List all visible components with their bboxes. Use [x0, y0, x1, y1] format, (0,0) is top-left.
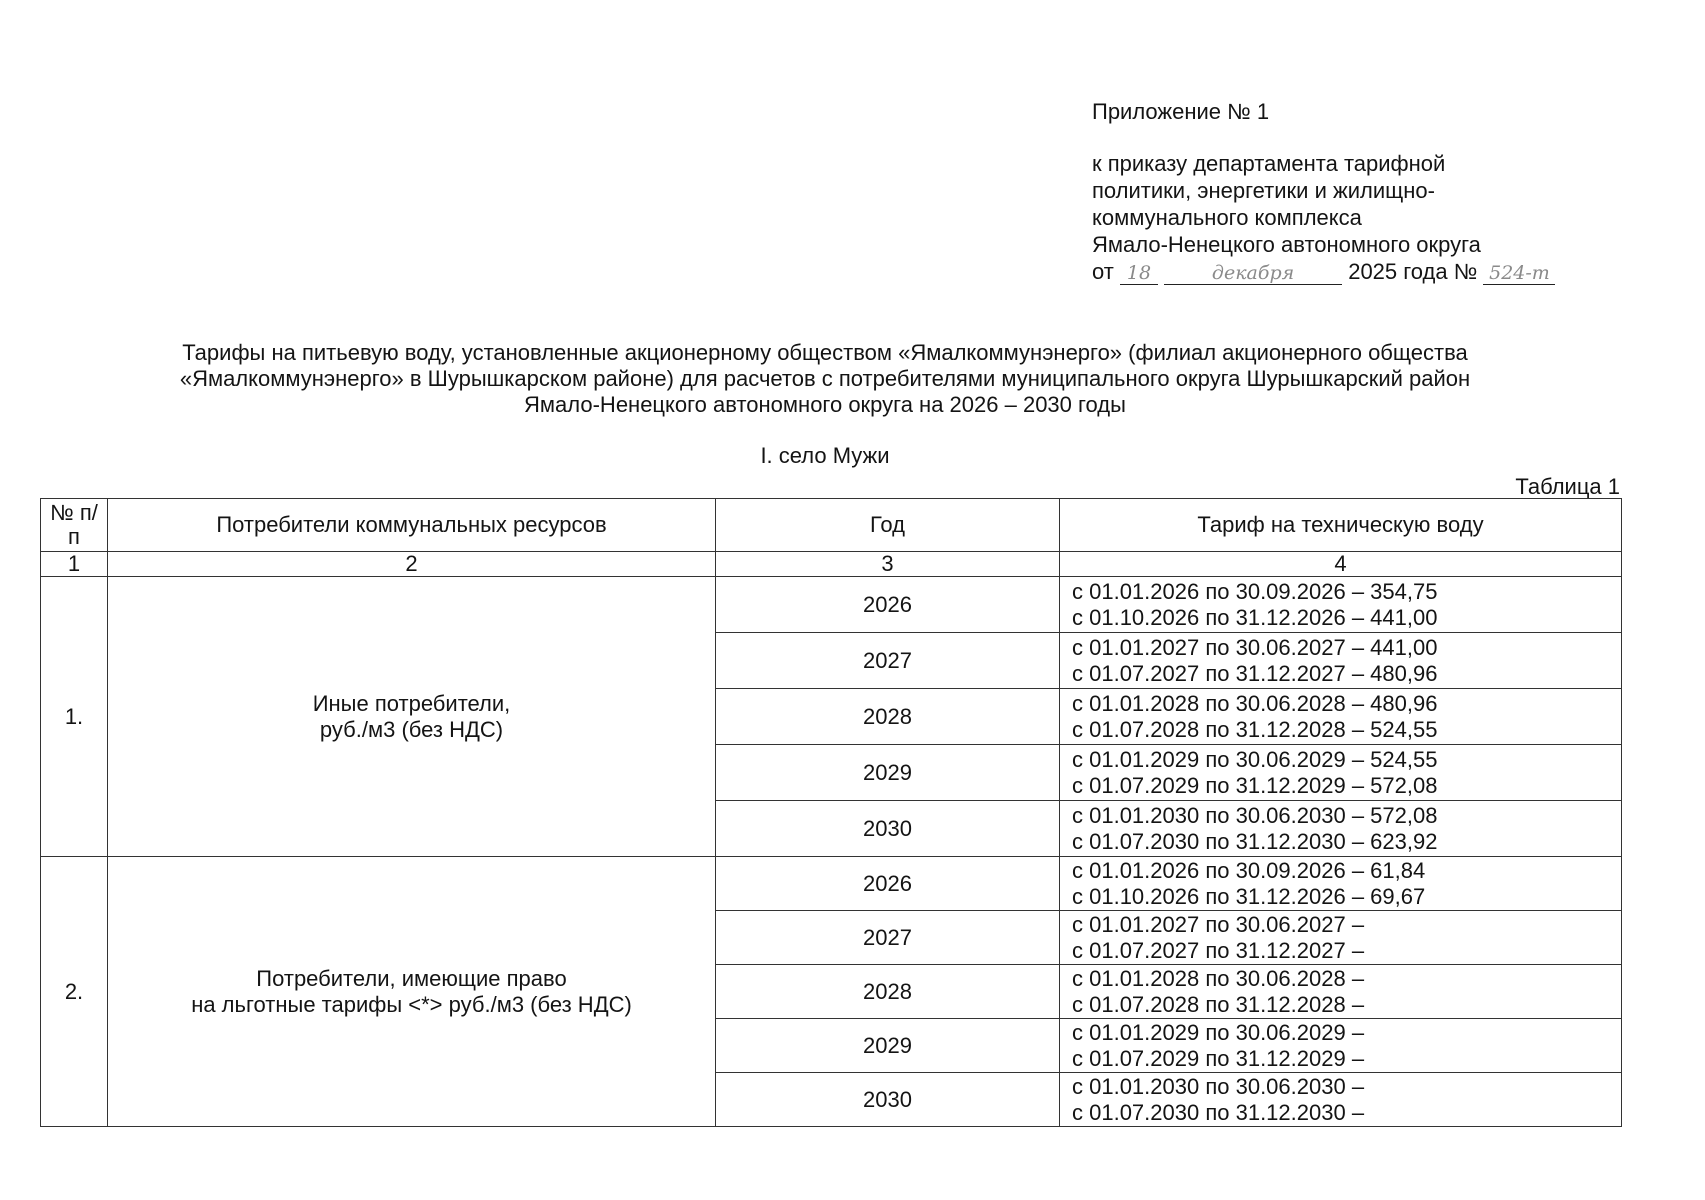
header-num: № п/п — [41, 499, 108, 552]
table-row — [41, 577, 1622, 633]
year-cell: 2030 — [716, 1073, 1060, 1127]
tariff-line: с 01.01.2029 по 30.06.2029 – — [1072, 1019, 1365, 1045]
tariff-line: с 01.10.2026 по 31.12.2026 – 441,00 — [1072, 604, 1438, 630]
row-number: 1. — [41, 577, 108, 857]
tariff-line: с 01.07.2027 по 31.12.2027 – — [1072, 937, 1365, 963]
tariff-line: с 01.07.2029 по 31.12.2029 – — [1072, 1045, 1365, 1071]
handwritten-order-number: 524-т — [1483, 262, 1555, 285]
tariff-line: с 01.01.2027 по 30.06.2027 – 441,00 — [1072, 634, 1438, 660]
tariff-line: с 01.01.2029 по 30.06.2029 – 524,55 — [1072, 746, 1438, 772]
tariff-line: с 01.07.2030 по 31.12.2030 – — [1072, 1099, 1365, 1125]
column-number: 1 — [41, 552, 108, 577]
tariff-cell — [1060, 911, 1622, 965]
year-cell: 2027 — [716, 911, 1060, 965]
header-consumers: Потребители коммунальных ресурсов — [108, 499, 716, 552]
table-row — [41, 857, 1622, 911]
tariff-line: с 01.01.2026 по 30.09.2026 – 61,84 — [1072, 857, 1426, 883]
consumer-line: на льготные тарифы <*> руб./м3 (без НДС) — [191, 991, 632, 1017]
consumer-cell — [108, 857, 716, 1127]
tariff-cell — [1060, 801, 1622, 857]
tariff-line: с 01.01.2030 по 30.06.2030 – 572,08 — [1072, 802, 1438, 828]
consumer-cell — [108, 577, 716, 857]
tariff-cell — [1060, 689, 1622, 745]
consumer-line: Потребители, имеющие право — [256, 965, 567, 991]
column-number: 2 — [108, 552, 716, 577]
year-cell: 2029 — [716, 745, 1060, 801]
year-cell: 2030 — [716, 801, 1060, 857]
appendix-heading: Приложение № 1 — [1092, 99, 1270, 124]
order-date-line — [1092, 258, 1612, 285]
appendix-block — [1092, 98, 1612, 285]
tariff-line: с 01.01.2028 по 30.06.2028 – 480,96 — [1072, 690, 1438, 716]
handwritten-day: 18 — [1120, 262, 1158, 285]
appendix-line: политики, энергетики и жилищно- — [1092, 178, 1435, 203]
appendix-line: коммунального комплекса — [1092, 205, 1362, 230]
column-number: 3 — [716, 552, 1060, 577]
tariff-cell — [1060, 577, 1622, 633]
year-cell: 2027 — [716, 633, 1060, 689]
tariff-cell — [1060, 633, 1622, 689]
document-title — [80, 340, 1570, 418]
year-cell: 2028 — [716, 965, 1060, 1019]
header-tariff: Тариф на техническую воду — [1060, 499, 1622, 552]
row-number: 2. — [41, 857, 108, 1127]
year-cell: 2028 — [716, 689, 1060, 745]
column-number: 4 — [1060, 552, 1622, 577]
appendix-line: к приказу департамента тарифной — [1092, 151, 1446, 176]
consumer-line: руб./м3 (без НДС) — [319, 716, 504, 742]
table-header-row — [41, 499, 1622, 552]
tariff-line: с 01.10.2026 по 31.12.2026 – 69,67 — [1072, 883, 1426, 909]
year-cell: 2029 — [716, 1019, 1060, 1073]
tariff-line: с 01.01.2030 по 30.06.2030 – — [1072, 1073, 1365, 1099]
tariff-cell — [1060, 1073, 1622, 1127]
tariff-line: с 01.01.2027 по 30.06.2027 – — [1072, 911, 1365, 937]
date-year-text: 2025 года № — [1348, 259, 1478, 284]
tariff-line: с 01.07.2027 по 31.12.2027 – 480,96 — [1072, 660, 1438, 686]
tariff-line: с 01.01.2028 по 30.06.2028 – — [1072, 965, 1365, 991]
header-year: Год — [716, 499, 1060, 552]
column-number-row — [41, 552, 1622, 577]
title-line: «Ямалкоммунэнерго» в Шурышкарском районе) для расчетов с потребителями муниципального округа Шурышкарский район — [179, 366, 1471, 391]
tariff-line: с 01.07.2028 по 31.12.2028 – — [1072, 991, 1365, 1017]
tariff-line: с 01.07.2029 по 31.12.2029 – 572,08 — [1072, 772, 1438, 798]
date-prefix: от — [1092, 259, 1114, 284]
tariff-line: с 01.07.2028 по 31.12.2028 – 524,55 — [1072, 716, 1438, 742]
tariff-line: с 01.07.2030 по 31.12.2030 – 623,92 — [1072, 828, 1438, 854]
consumer-line: Иные потребители, — [312, 690, 511, 716]
tariff-cell — [1060, 965, 1622, 1019]
handwritten-month: декабря — [1164, 262, 1342, 285]
section-title: I. село Мужи — [760, 443, 890, 468]
year-cell: 2026 — [716, 857, 1060, 911]
tariff-cell — [1060, 745, 1622, 801]
appendix-line: Ямало-Ненецкого автономного округа — [1092, 232, 1481, 257]
year-cell: 2026 — [716, 577, 1060, 633]
title-line: Тарифы на питьевую воду, установленные акционерному обществом «Ямалкоммунэнерго» (филиал акционерного общества — [182, 340, 1468, 365]
tariff-cell — [1060, 1019, 1622, 1073]
tariff-line: с 01.01.2026 по 30.09.2026 – 354,75 — [1072, 578, 1438, 604]
tariff-cell — [1060, 857, 1622, 911]
title-line: Ямало-Ненецкого автономного округа на 2026 – 2030 годы — [524, 392, 1126, 417]
tariff-table — [40, 498, 1622, 1127]
table-label: Таблица 1 — [1515, 474, 1620, 499]
